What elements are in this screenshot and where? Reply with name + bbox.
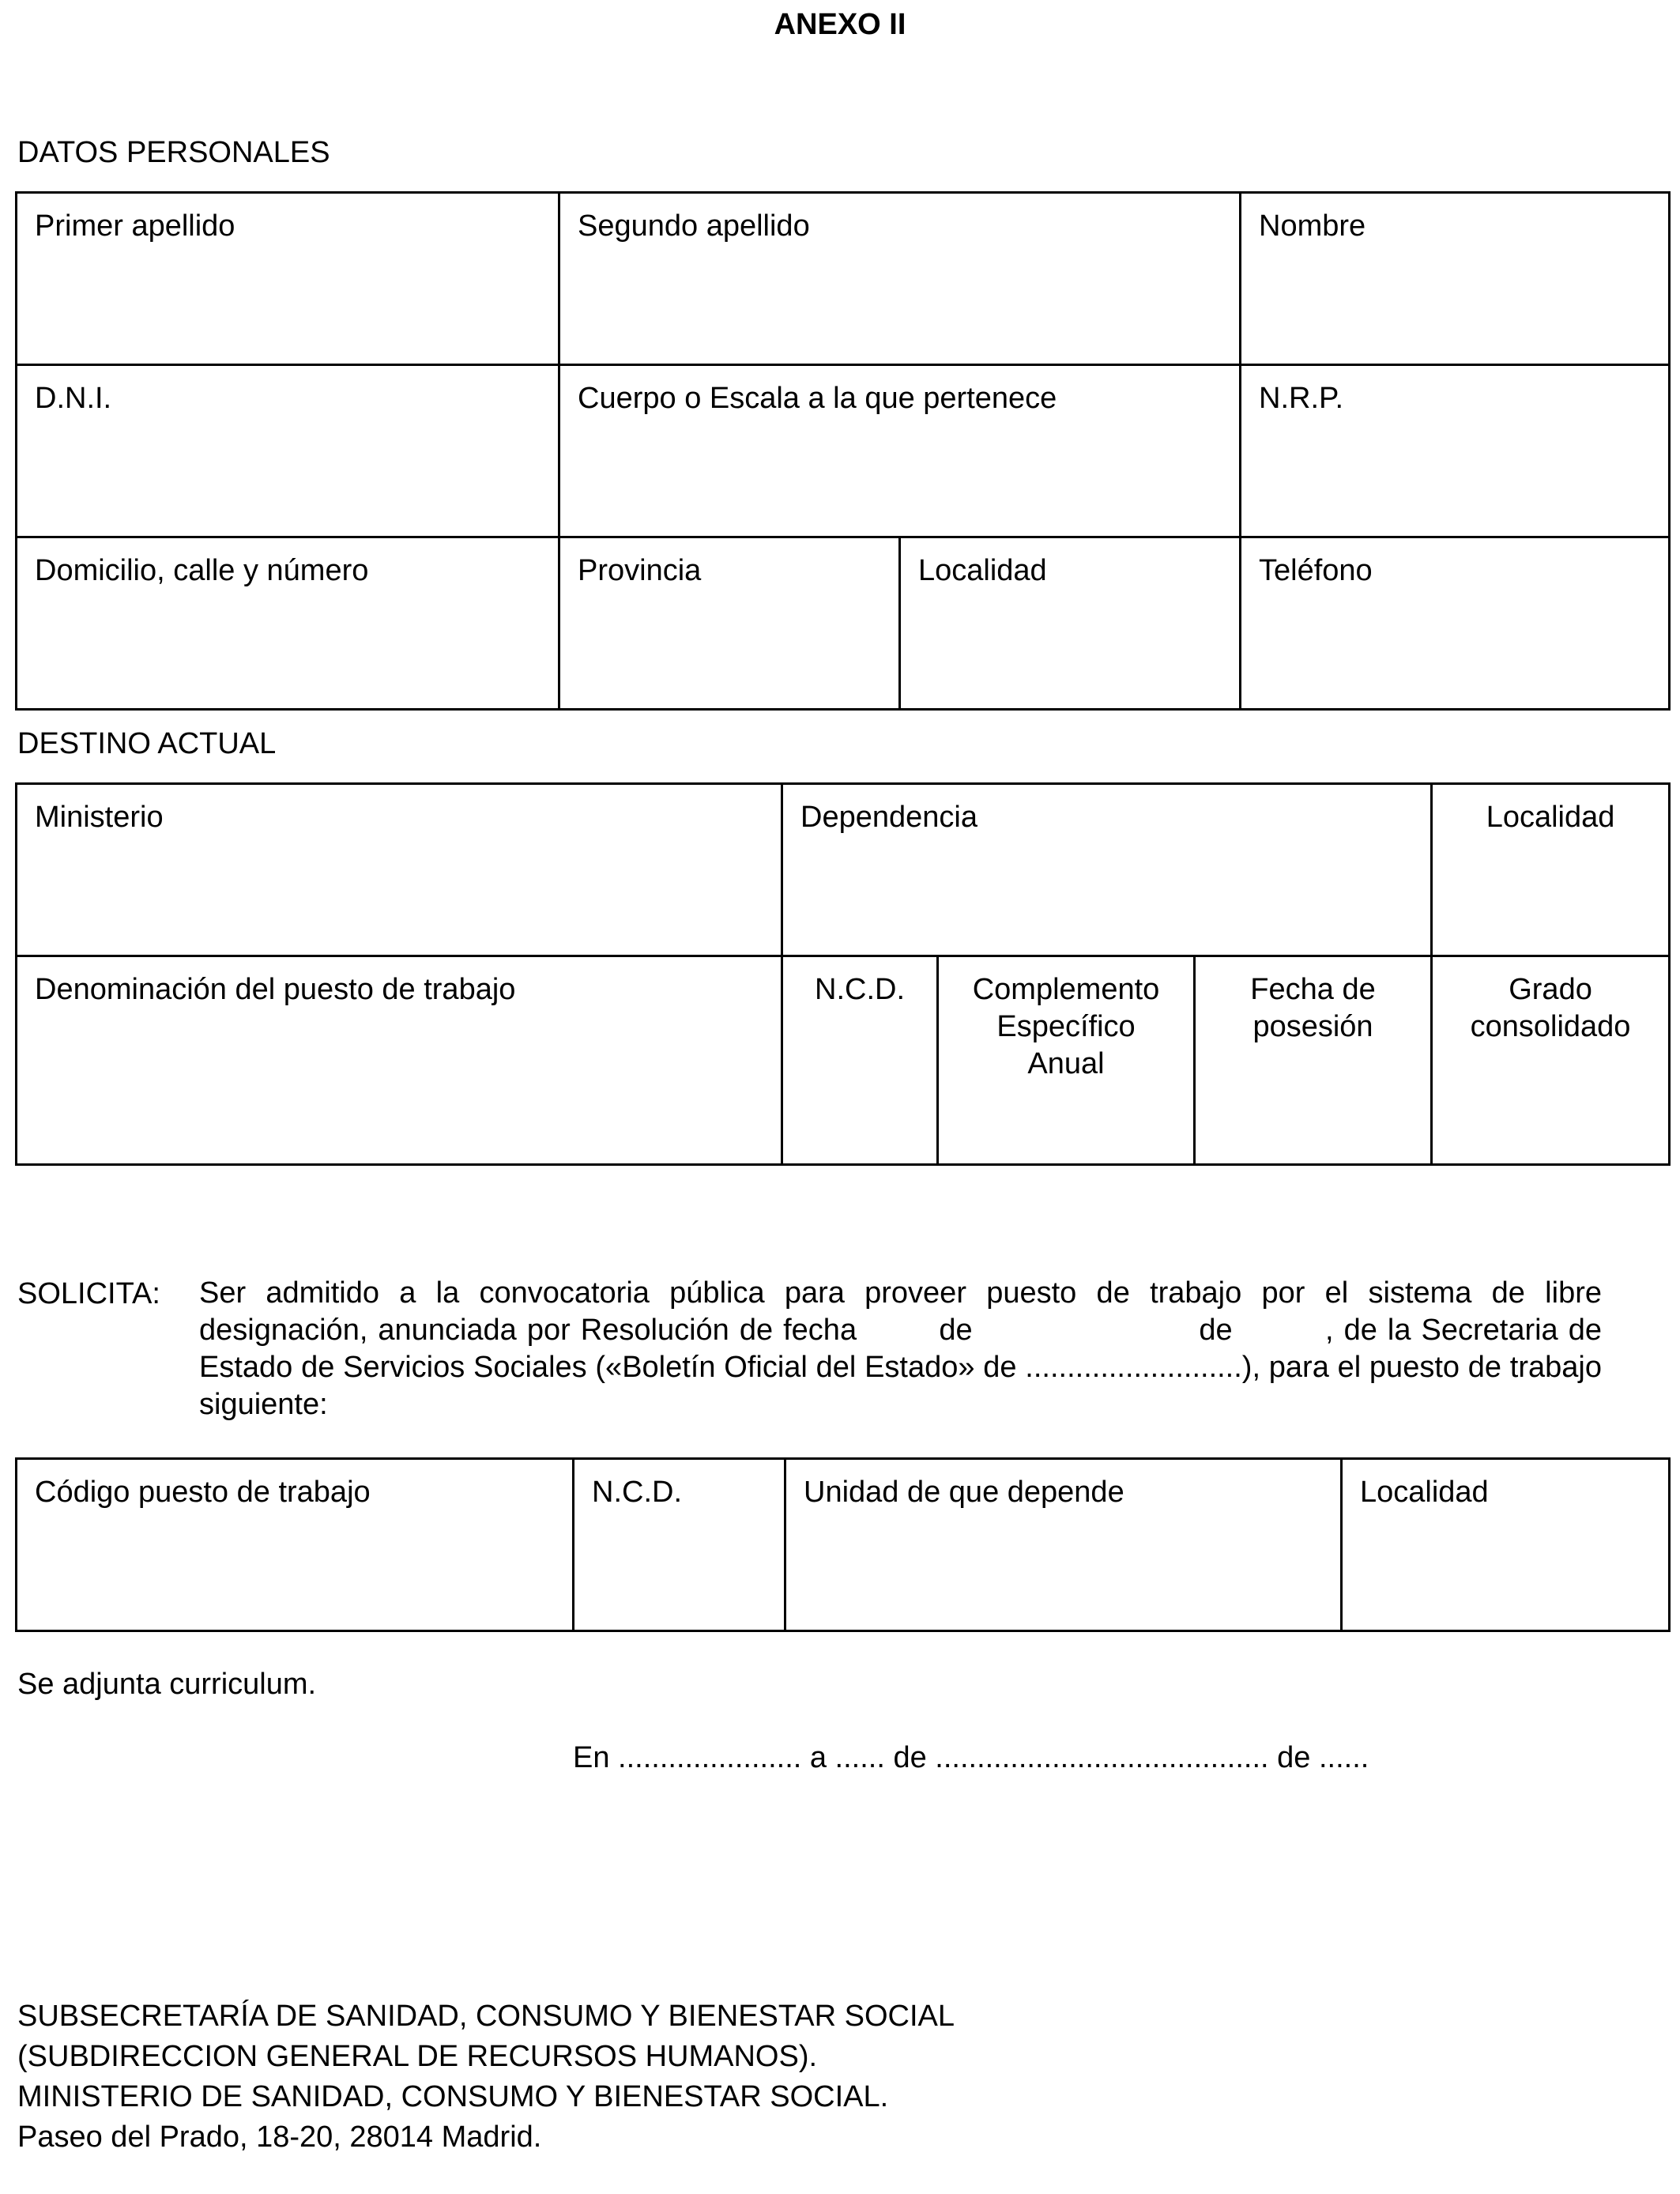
- field-segundo-apellido[interactable]: Segundo apellido: [559, 193, 1241, 365]
- field-dni[interactable]: D.N.I.: [17, 365, 559, 537]
- field-domicilio[interactable]: Domicilio, calle y número: [17, 537, 559, 710]
- field-ncd[interactable]: N.C.D.: [782, 956, 938, 1165]
- footer-line-3: MINISTERIO DE SANIDAD, CONSUMO Y BIENESTAR SOCIAL.: [17, 2080, 889, 2113]
- footer-line-1: SUBSECRETARÍA DE SANIDAD, CONSUMO Y BIENESTAR SOCIAL: [17, 2000, 955, 2033]
- section-heading-destino-actual: DESTINO ACTUAL: [17, 727, 277, 760]
- field-fecha-posesion[interactable]: Fecha de posesión: [1195, 956, 1432, 1165]
- field-localidad-destino[interactable]: Localidad: [1432, 784, 1670, 956]
- fecha-line: En ...................... a ...... de ........................................ de ......: [573, 1741, 1369, 1774]
- field-provincia[interactable]: Provincia: [559, 537, 900, 710]
- page-title: ANEXO II: [774, 8, 906, 41]
- field-nrp[interactable]: N.R.P.: [1241, 365, 1670, 537]
- adjunta-curriculum: Se adjunta curriculum.: [17, 1668, 317, 1701]
- datos-personales-table: [15, 191, 1671, 711]
- field-codigo-puesto[interactable]: Código puesto de trabajo: [17, 1459, 574, 1631]
- footer-line-2: (SUBDIRECCION GENERAL DE RECURSOS HUMANOS).: [17, 2040, 818, 2073]
- puesto-solicitado-table: [15, 1457, 1671, 1632]
- field-localidad-puesto[interactable]: Localidad: [1342, 1459, 1670, 1631]
- field-complemento-especifico[interactable]: Complemento Específico Anual: [938, 956, 1195, 1165]
- field-nombre[interactable]: Nombre: [1241, 193, 1670, 365]
- solicita-label: SOLICITA:: [17, 1277, 160, 1310]
- footer-line-4: Paseo del Prado, 18-20, 28014 Madrid.: [17, 2120, 542, 2154]
- field-ncd-puesto[interactable]: N.C.D.: [574, 1459, 785, 1631]
- solicita-text: Ser admitido a la convocatoria pública para proveer puesto de trabajo por el sistema de libre designación, anunciada por Resolución de fecha de de , de la Secretaria de Estado de Servicios Sociales («Boletín Oficial del Estado» de ..........................), para el puesto de trabajo siguiente:: [199, 1276, 1610, 1421]
- field-grado-consolidado[interactable]: Grado consolidado: [1432, 956, 1670, 1165]
- field-ministerio[interactable]: Ministerio: [17, 784, 782, 956]
- field-localidad[interactable]: Localidad: [900, 537, 1241, 710]
- field-primer-apellido[interactable]: Primer apellido: [17, 193, 559, 365]
- field-dependencia[interactable]: Dependencia: [782, 784, 1432, 956]
- destino-actual-table: [15, 782, 1671, 1166]
- section-heading-datos-personales: DATOS PERSONALES: [17, 136, 330, 169]
- field-unidad-depende[interactable]: Unidad de que depende: [785, 1459, 1342, 1631]
- field-cuerpo-escala[interactable]: Cuerpo o Escala a la que pertenece: [559, 365, 1241, 537]
- field-denominacion-puesto[interactable]: Denominación del puesto de trabajo: [17, 956, 782, 1165]
- field-telefono[interactable]: Teléfono: [1241, 537, 1670, 710]
